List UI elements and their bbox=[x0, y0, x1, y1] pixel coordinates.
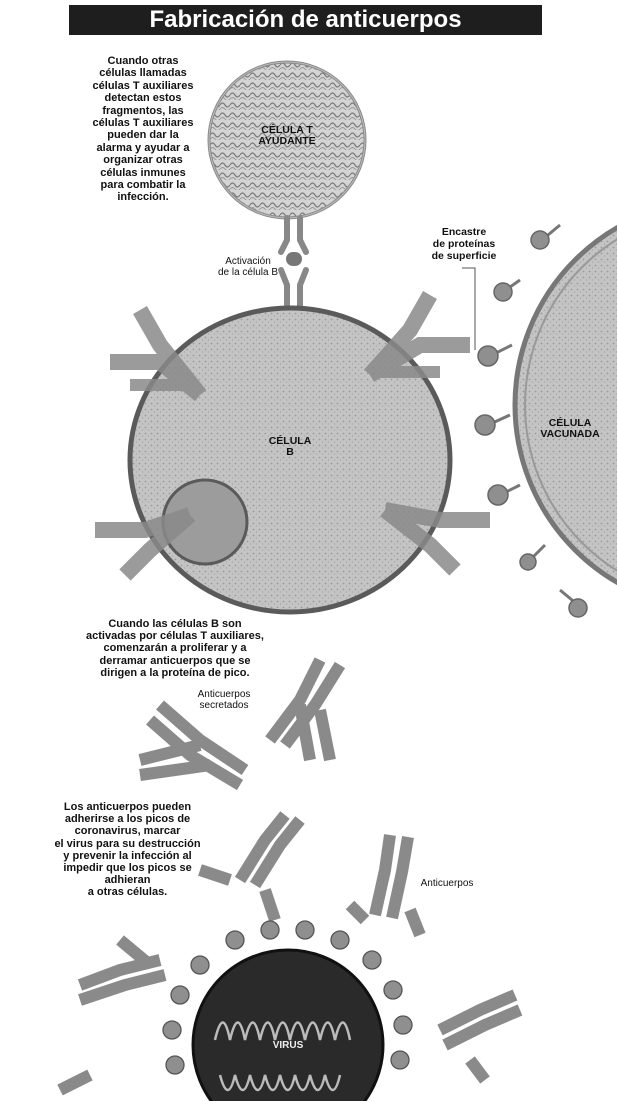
antibodies-description: Los anticuerpos pueden adherirse a los picos de coronavirus, marcar el virus para su destrucción y prevenir la infección al impedir que los picos se adhieran a otras células. bbox=[54, 801, 201, 899]
virus-label: VIRUS bbox=[272, 1040, 304, 1051]
vaccinated-cell-label: CÉLULA VACUNADA bbox=[540, 417, 600, 440]
vaccinated-cell bbox=[515, 200, 617, 610]
activation-label: Activación de la célula B bbox=[217, 256, 279, 278]
b-cell-description: Cuando las células B son activadas por células T auxiliares, comenzarán a proliferar y a derramar anticuerpos que se dirigen a la proteína de pico. bbox=[86, 618, 264, 679]
b-cell-label: CÉLULA B bbox=[268, 435, 312, 458]
surface-proteins-label: Encastre de proteínas de superficie bbox=[431, 226, 497, 262]
secreted-antibodies-label: Anticuerpos secretados bbox=[197, 689, 251, 711]
page-title: Fabricación de anticuerpos bbox=[69, 5, 542, 35]
t-cell-label: CÉLULA T AYUDANTE bbox=[258, 124, 316, 147]
activation-junction bbox=[286, 252, 302, 266]
virus bbox=[163, 921, 412, 1101]
antibodies-label: Anticuerpos bbox=[420, 878, 474, 889]
t-helper-description: Cuando otras células llamadas células T auxiliares detectan estos fragmentos, las células T auxiliares pueden dar la alarma y ayudar a organizar otras células inmunes para combatir la infección. bbox=[92, 55, 194, 204]
